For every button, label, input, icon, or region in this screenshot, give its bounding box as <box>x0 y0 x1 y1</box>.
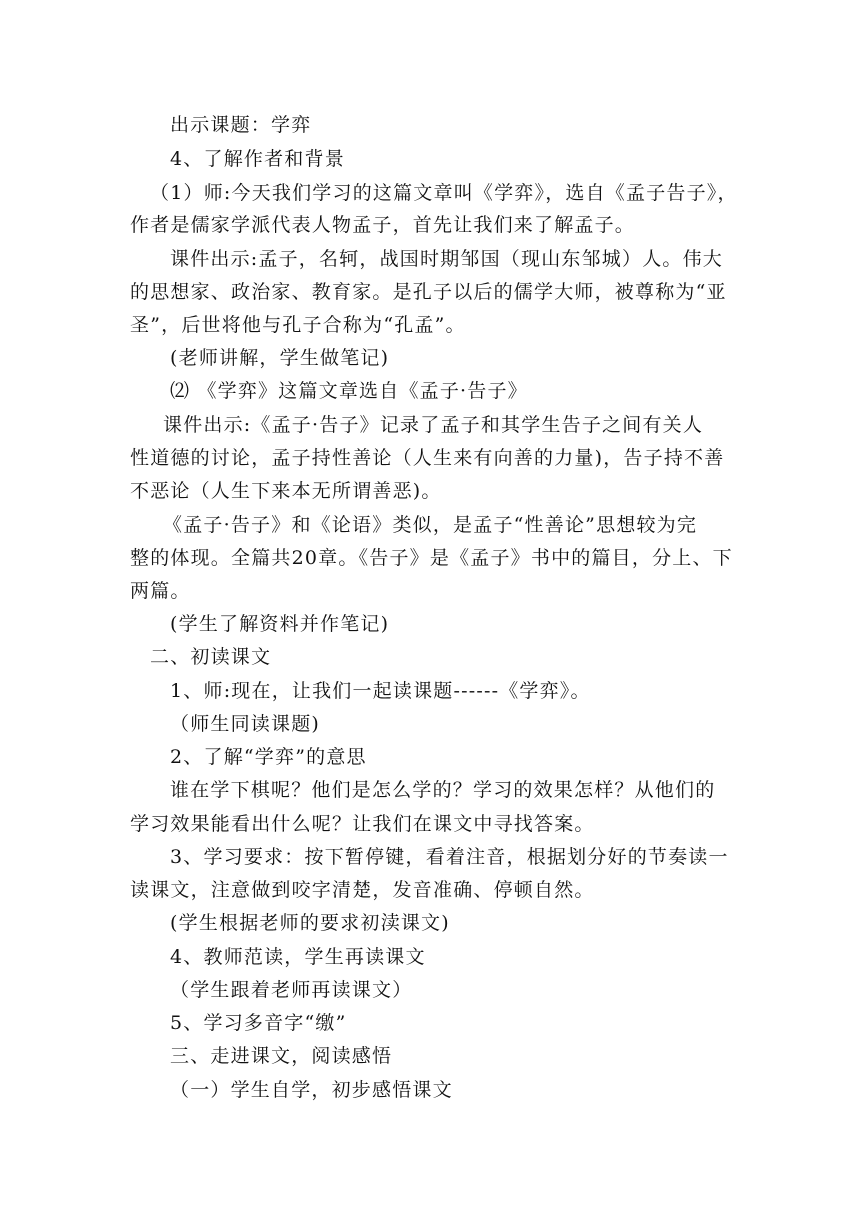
text-line: (学生根据老师的要求初渎课文) <box>170 912 450 934</box>
text-line: 性道德的讨论，孟子持性善论（人生来有向善的力量)，告子持不善 <box>130 447 725 469</box>
text-line: （一）学生自学，初步感悟课文 <box>170 1079 453 1101</box>
text-line: 不恶论（人生下来本无所谓善恶)。 <box>130 480 442 502</box>
text-line: 课件出示:孟子，名轲，战国时期邹国（现山东邹城）人。伟大 <box>170 248 724 270</box>
text-line: (老师讲解，学生做笔记) <box>170 347 390 369</box>
text-line: 4、了解作者和背景 <box>170 148 345 170</box>
text-line: 读课文，注意做到咬字清楚，发音准确、停顿自然。 <box>130 879 595 901</box>
text-line: ⑵ 《学弈》这篇文章选自《孟子·告子》 <box>170 380 528 402</box>
text-line: 5、学习多音字“缴” <box>170 1012 347 1034</box>
text-line: 圣”，后世将他与孔子合称为“孔孟”。 <box>130 314 466 336</box>
text-line: 出示课题：学弈 <box>170 114 312 136</box>
text-line: 4、教师范读，学生再读课文 <box>170 946 426 968</box>
text-line: （1）师:今天我们学习的这篇文章叫《学弈》，选自《孟子告子》， <box>150 182 738 204</box>
text-line: 三、走进课文，阅读感悟 <box>170 1045 393 1067</box>
text-line: 的思想家、政治家、教育家。是孔子以后的儒学大师，被尊称为“亚 <box>130 281 727 303</box>
text-line: 1、师:现在，让我们一起读课题------《学弈》。 <box>170 680 591 702</box>
text-line: 作者是儒家学派代表人物孟子，首先让我们来了解孟子。 <box>130 214 636 236</box>
text-line: 两篇。 <box>130 580 191 602</box>
text-line: 学习效果能看出什么呢？让我们在课文中寻找答案。 <box>130 813 595 835</box>
text-line: 二、初读课文 <box>150 646 272 668</box>
text-line: 整的体现。全篇共20章。《告子》是《孟子》书中的篇目，分上、下 <box>130 547 733 569</box>
text-line: 课件出示:《孟子·告子》记录了孟子和其学生告子之间有关人 <box>163 414 704 436</box>
text-line: 谁在学下棋呢？他们是怎么学的？学习的效果怎样？从他们的 <box>170 779 716 801</box>
text-line: (学生了解资料并作笔记) <box>170 613 390 635</box>
text-line: 2、了解“学弈”的意思 <box>170 746 367 768</box>
text-line: 3、学习要求：按下暂停键，看着注音，根据划分好的节奏读一 <box>170 846 729 868</box>
text-line: （学生跟着老师再读课文） <box>170 979 413 1001</box>
text-line: 《孟子·告子》和《论语》类似，是孟子“性善论”思想较为完 <box>163 514 698 536</box>
text-line: （师生同读课题) <box>170 713 321 735</box>
